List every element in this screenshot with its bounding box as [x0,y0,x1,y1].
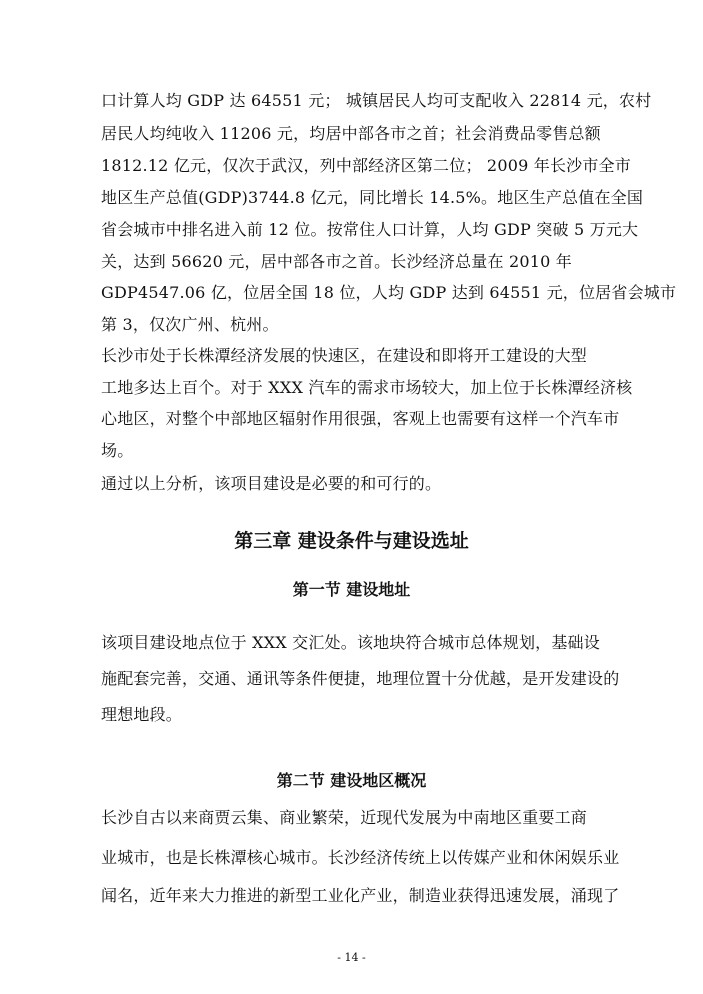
page-number: - 14 - [337,951,366,964]
body-line: 心地区，对整个中部地区辐射作用很强，客观上也需要有这样一个汽车市 [101,409,620,428]
section-title: 第二节 建设地区概况 [276,771,427,790]
body-line: 场。 [101,441,134,460]
chapter-title: 第三章 建设条件与建设选址 [234,530,469,552]
body-line: 省会城市中排名进入前 12 位。按常住人口计算，人均 GDP 突破 5 万元大 [101,220,639,239]
body-line: 该项目建设地点位于 XXX 交汇处。该地块符合城市总体规划，基础设 [101,633,600,652]
body-line: 工地多达上百个。对于 XXX 汽车的需求市场较大，加上位于长株潭经济核 [101,378,633,397]
body-line: 地区生产总值(GDP)3744.8 亿元，同比增长 14.5%。地区生产总值在全国 [101,188,644,207]
body-line: 1812.12 亿元，仅次于武汉，列中部经济区第二位； 2009 年长沙市全市 [101,156,631,175]
body-line: 第 3，仅次广州、杭州。 [101,315,279,334]
body-line: 闻名，近年来大力推进的新型工业化产业，制造业获得迅速发展，涌现了 [101,886,620,905]
body-line: 口计算人均 GDP 达 64551 元； 城镇居民人均可支配收入 22814 元，农村 [101,91,652,110]
body-line: 通过以上分析，该项目建设是必要的和可行的。 [101,474,442,493]
body-line: 居民人均纯收入 11206 元，均居中部各市之首；社会消费品零售总额 [101,124,601,143]
body-line: 关，达到 56620 元，居中部各市之首。长沙经济总量在 2010 年 [101,252,572,271]
body-line: 长沙自古以来商贾云集、商业繁荣，近现代发展为中南地区重要工商 [101,808,588,827]
body-line: 施配套完善，交通、通讯等条件便捷，地理位置十分优越，是开发建设的 [101,669,620,688]
section-title: 第一节 建设地址 [292,580,411,599]
body-line: 业城市，也是长株潭核心城市。长沙经济传统上以传媒产业和休闲娱乐业 [101,848,620,867]
body-line: GDP4547.06 亿，位居全国 18 位，人均 GDP 达到 64551 元，位居省会城市 [101,283,677,302]
body-line: 长沙市处于长株潭经济发展的快速区，在建设和即将开工建设的大型 [101,346,588,365]
body-line: 理想地段。 [101,705,183,724]
